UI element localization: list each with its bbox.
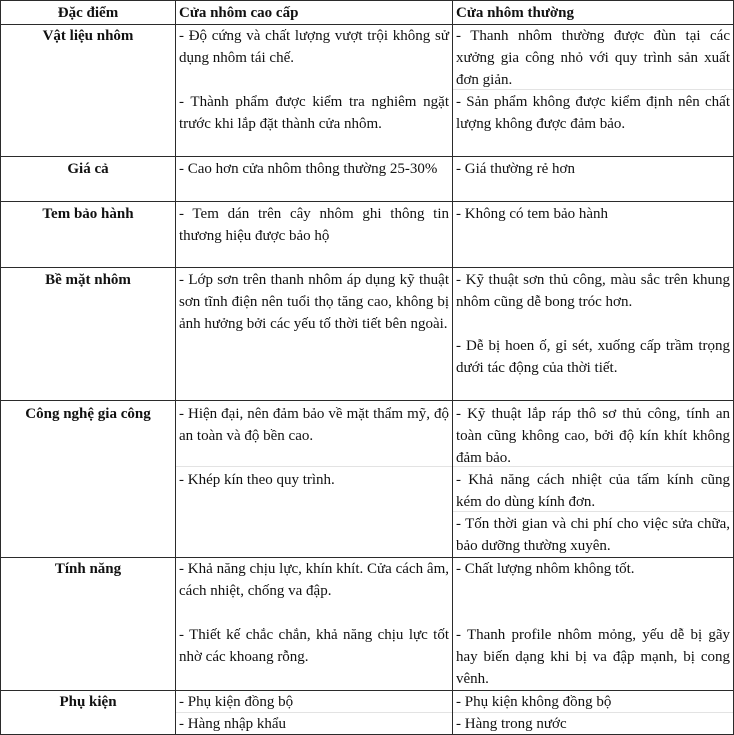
row-feature-warranty-label: Tem bảo hành — [42, 206, 134, 222]
grid-line — [0, 156, 734, 157]
premium-cell: - Độ cứng và chất lượng vượt trội không sử dụng nhôm tái chế. — [179, 28, 449, 66]
standard-cell: - Dễ bị hoen ố, gỉ sét, xuống cấp trầm trọng dưới tác động của thời tiết. — [456, 338, 730, 376]
premium-cell: - Thiết kế chắc chắn, khả năng chịu lực tốt nhờ các khoang rỗng. — [179, 627, 449, 665]
standard-cell: - Kỹ thuật sơn thủ công, màu sắc trên khung nhôm cũng dễ bong tróc hơn. — [456, 272, 730, 310]
premium-cell: - Tem dán trên cây nhôm ghi thông tin thương hiệu được bảo hộ — [179, 206, 449, 244]
row-feature-aluminum-surface: Bề mặt nhôm — [45, 272, 131, 288]
standard-cell: - Khả năng cách nhiệt của tấm kính cũng kém do dùng kính đơn. — [456, 472, 730, 510]
premium-cell: - Khép kín theo quy trình. — [179, 472, 335, 488]
standard-cell: - Giá thường rẻ hơn — [456, 161, 575, 177]
row-feature-accessories: Phụ kiện — [59, 694, 117, 710]
standard-cell: - Phụ kiện không đồng bộ — [456, 694, 612, 710]
grid-line — [0, 0, 734, 1]
premium-cell: - Thành phẩm được kiểm tra nghiêm ngặt trước khi lắp đặt thành cửa nhôm. — [179, 94, 449, 132]
standard-cell: - Hàng trong nước — [456, 716, 567, 732]
standard-cell: - Chất lượng nhôm không tốt. — [456, 561, 635, 577]
standard-cell: - Thanh nhôm thường được đùn tại các xưởng gia công nhỏ với quy trình sản xuất đơn giản. — [456, 28, 730, 88]
standard-cell: - Thanh profile nhôm mỏng, yếu dễ bị gãy hay biến dạng khi bị va đập mạnh, bị cong vênh. — [456, 627, 730, 687]
standard-cell: - Sản phẩm không được kiểm định nên chất lượng không được đảm bảo. — [456, 94, 730, 132]
standard-cell: - Không có tem bảo hành — [456, 206, 609, 222]
header-feature: Đặc điểm — [57, 5, 119, 21]
grid-line — [0, 267, 734, 268]
grid-line — [0, 201, 734, 202]
premium-cell: - Hàng nhập khẩu — [179, 716, 287, 732]
row-feature-price: Giá cả — [67, 161, 109, 177]
row-feature-functionality: Tính năng — [54, 561, 122, 577]
header-premium: Cửa nhôm cao cấp — [179, 5, 299, 21]
premium-cell: - Hiện đại, nên đảm bảo về mặt thẩm mỹ, độ an toàn và độ bền cao. — [179, 406, 449, 444]
standard-cell: - Tốn thời gian và chi phí cho việc sửa chữa, bảo dưỡng thường xuyên. — [456, 516, 730, 554]
premium-cell: - Cao hơn cửa nhôm thông thường 25-30% — [179, 161, 438, 177]
grid-line — [0, 400, 734, 401]
premium-cell: - Khả năng chịu lực, khín khít. Cửa cách âm, cách nhiệt, chống va đập. — [179, 561, 449, 599]
row-feature-processing-technology: Công nghệ gia công — [25, 406, 151, 422]
premium-cell: - Phụ kiện đồng bộ — [179, 694, 294, 710]
premium-cell: - Lớp sơn trên thanh nhôm áp dụng kỹ thuật sơn tĩnh điện nên tuổi thọ tăng cao, không bị ảnh hưởng bởi các yếu tố thời tiết bên ngoài. — [179, 272, 449, 332]
standard-cell: - Kỹ thuật lắp ráp thô sơ thủ công, tính an toàn cũng không cao, bởi độ kín khít không đảm bảo. — [456, 406, 730, 466]
sub-row-divider — [176, 466, 452, 467]
header-standard: Cửa nhôm thường — [456, 5, 575, 21]
row-feature-aluminum-material: Vật liệu nhôm — [42, 28, 134, 44]
grid-line — [0, 0, 1, 735]
